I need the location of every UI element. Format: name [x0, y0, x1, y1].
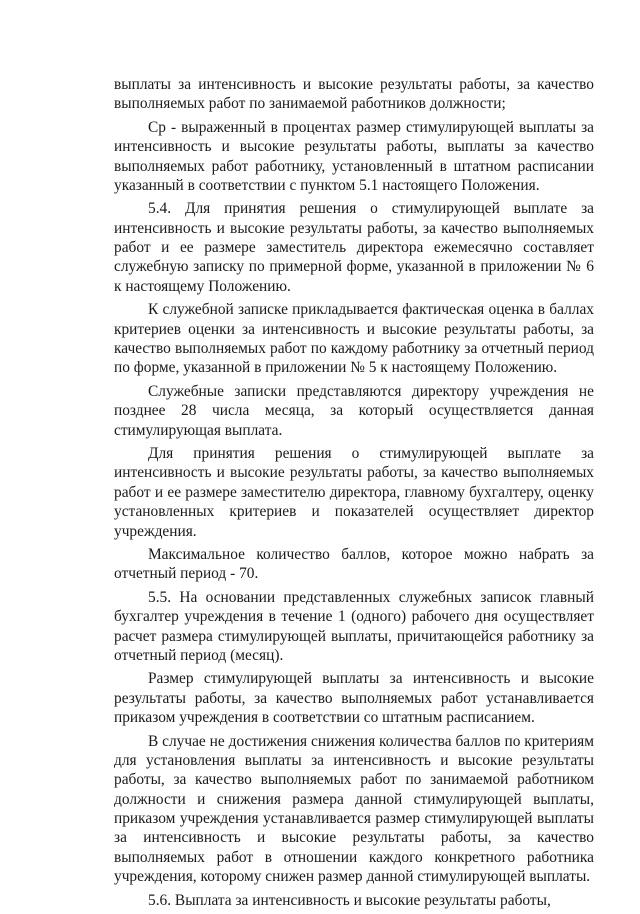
paragraph-director-decision: Для принятия решения о стимулирующей выплате за интенсивность и высокие результаты работы, за качество выполняемых работ и ее размере заместителю директора, главному бухгалтеру, оценку установленных критериев и показателей осуществляет директор учреждения.	[114, 445, 594, 540]
section-5-4: 5.4. Для принятия решения о стимулирующей выплате за интенсивность и высокие результаты работы, за качество выполняемых работ и ее размере заместитель директора ежемесячно составляет служебную записку по примерной форме, указанной в приложении № 6 к настоящему Положению.	[114, 200, 594, 295]
section-5-5: 5.5. На основании представленных служебных записок главный бухгалтер учреждения в течение 1 (одного) рабочего дня осуществляет расчет размера стимулирующей выплаты, причитающейся работнику за отчетный период (месяц).	[114, 588, 594, 664]
paragraph-continuation: выплаты за интенсивность и высокие результаты работы, за качество выполняемых работ по занимаемой работников должности;	[114, 76, 594, 113]
document-body	[114, 75, 594, 914]
paragraph-service-note-deadline: Служебные записки представляются директору учреждения не позднее 28 числа месяца, за который осуществляется данная стимулирующая выплата.	[114, 382, 594, 439]
section-5-6: 5.6. Выплата за интенсивность и высокие результаты работы,	[148, 891, 551, 909]
paragraph-payment-order: Размер стимулирующей выплаты за интенсивность и высокие результаты работы, за качество выполняемых работ устанавливается приказом учреждения в соответствии со штатным расписанием.	[114, 670, 594, 727]
paragraph-service-note-attachment: К служебной записке прикладывается фактическая оценка в баллах критериев оценки за интенсивность и высокие результаты работы, за качество выполняемых работ по каждому работнику за отчетный период по форме, указанной в приложении № 5 к настоящему Положению.	[114, 301, 594, 377]
paragraph-payment-reduction: В случае не достижения снижения количества баллов по критериям для установления выплаты за интенсивность и высокие результаты работы, за качество выполняемых работ по занимаемой работником должности и снижения размера данной стимулирующей выплаты, приказом учреждения устанавливается размер стимулирующей выплаты за интенсивность и высокие результаты работы, за качество выполняемых работ в отношении каждого конкретного работника учреждения, которому снижен размер данной стимулирующей выплаты.	[114, 732, 594, 886]
paragraph-max-points: Максимальное количество баллов, которое можно набрать за отчетный период - 70.	[114, 546, 594, 583]
paragraph-cp-definition: Ср - выраженный в процентах размер стимулирующей выплаты за интенсивность и высокие результаты работы, выплаты за качество выполняемых работ работнику, установленный в штатном расписании указанный в соответствии с пунктом 5.1 настоящего Положения.	[114, 118, 594, 194]
